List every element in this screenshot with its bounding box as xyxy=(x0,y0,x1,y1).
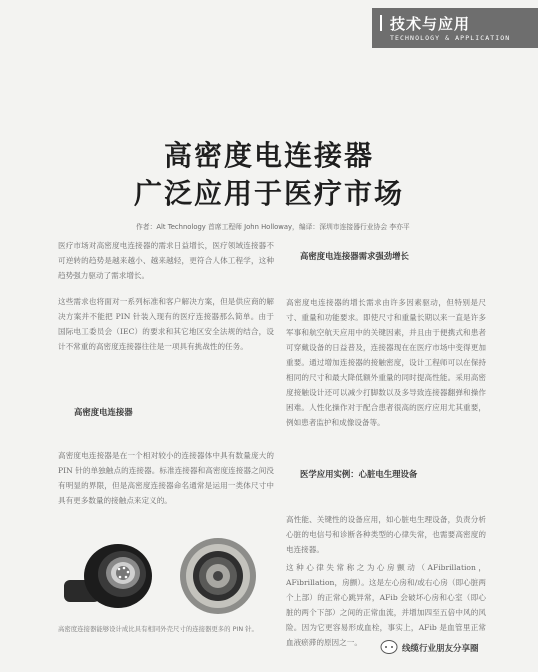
photo-caption: 高密度连接器能够设计成比具有相同外壳尺寸的连接器更多的 PIN 针。 xyxy=(58,625,258,633)
section-tab-title: 技术与应用 xyxy=(390,15,471,33)
section-tab xyxy=(372,8,538,48)
section-tab-subtitle: TECHNOLOGY & APPLICATION xyxy=(390,34,511,42)
black-connector-image xyxy=(64,544,152,608)
left-section-heading: 高密度电连接器 xyxy=(74,407,133,417)
watermark-text: 线缆行业朋友分享圈 xyxy=(402,644,479,654)
article-title-line-2: 广泛应用于医疗市场 xyxy=(133,177,404,210)
left-paragraph-1: 医疗市场对高密度电连接器的需求日益增长，医疗领域连接器不可逆转的趋势是越来越小、越来越轻，更符合人体工程学，这种趋势强力驱动了需求增长。 xyxy=(58,241,274,280)
article-byline: 作者：Alt Technology 首席工程师 John Holloway，编译：深圳市连接器行业协会 李亦平 xyxy=(136,223,410,231)
left-paragraph-3: 高密度电连接器是在一个相对较小的连接器体中具有数量庞大的 PIN 针的单独触点的连接器。标准连接器和高密度连接器之间没有明显的界限，但是高密度连接器命名通常是运用一类体尺寸中具有更多数量的接触点来定义的。 xyxy=(58,451,274,505)
left-paragraph-2: 这些需求也将面对一系列标准和客户解决方案，但是供应商的解决方案并不能把 PIN 针装入现有的医疗连接器那么简单。由于国际电工委员会（IEC）的要求和其它地区安全法规的结合，设计不常重的高密度连接器往往是一项具有挑战性的任务。 xyxy=(58,297,274,351)
connector-photo xyxy=(60,532,270,622)
right-paragraph-2: 高性能、关键性的设备应用，如心脏电生理设备，负责分析心脏的电信号和诊断各种类型的心律失常，也需要高密度的电连接器。 xyxy=(286,515,486,554)
metal-connector-image xyxy=(180,538,256,614)
section-tab-bar xyxy=(380,15,382,31)
right-section-heading-1: 高密度电连接器需求强劲增长 xyxy=(300,251,409,261)
article-title-line-1: 高密度电连接器 xyxy=(163,139,374,172)
chat-bubble-icon xyxy=(380,639,398,657)
right-paragraph-3: 这种心律失常称之为心房颤动（AFibrillation，AFibrillation，房颤）。这是左心房和/或右心房（即心脏两个上部）的正常心跳异常，AFib 会破坏心房和心室（即心脏的两个下部）之间的正常血流，并增加四至五倍中风的风险。因为它更容易形成血栓，事实上，AFib 是血管里正常血液瘀滞的原因之一。 xyxy=(286,563,486,647)
right-paragraph-1: 高密度电连接器的增长需求由许多因素驱动，但特别是尺寸、重量和功能要求。即使尺寸和重量长期以来一直是许多军事和航空航天应用中的关键因素，并且由于便携式和患者可穿戴设备的日益普及，连接器现在在医疗市场中变得更加重要。通过增加连接器的接触密度，设计工程师可以在保持相同的尺寸和最大降低额外重量的同时提高性能。采用高密度接触设计还可以减少打脚数以及多导致连接器翻弹和操作困难。人性化操作对于配合患者很高的医疗应用尤其重要，例如患者监护和成像设备等。 xyxy=(286,298,486,427)
right-section-heading-2: 医学应用实例：心脏电生理设备 xyxy=(300,469,418,479)
